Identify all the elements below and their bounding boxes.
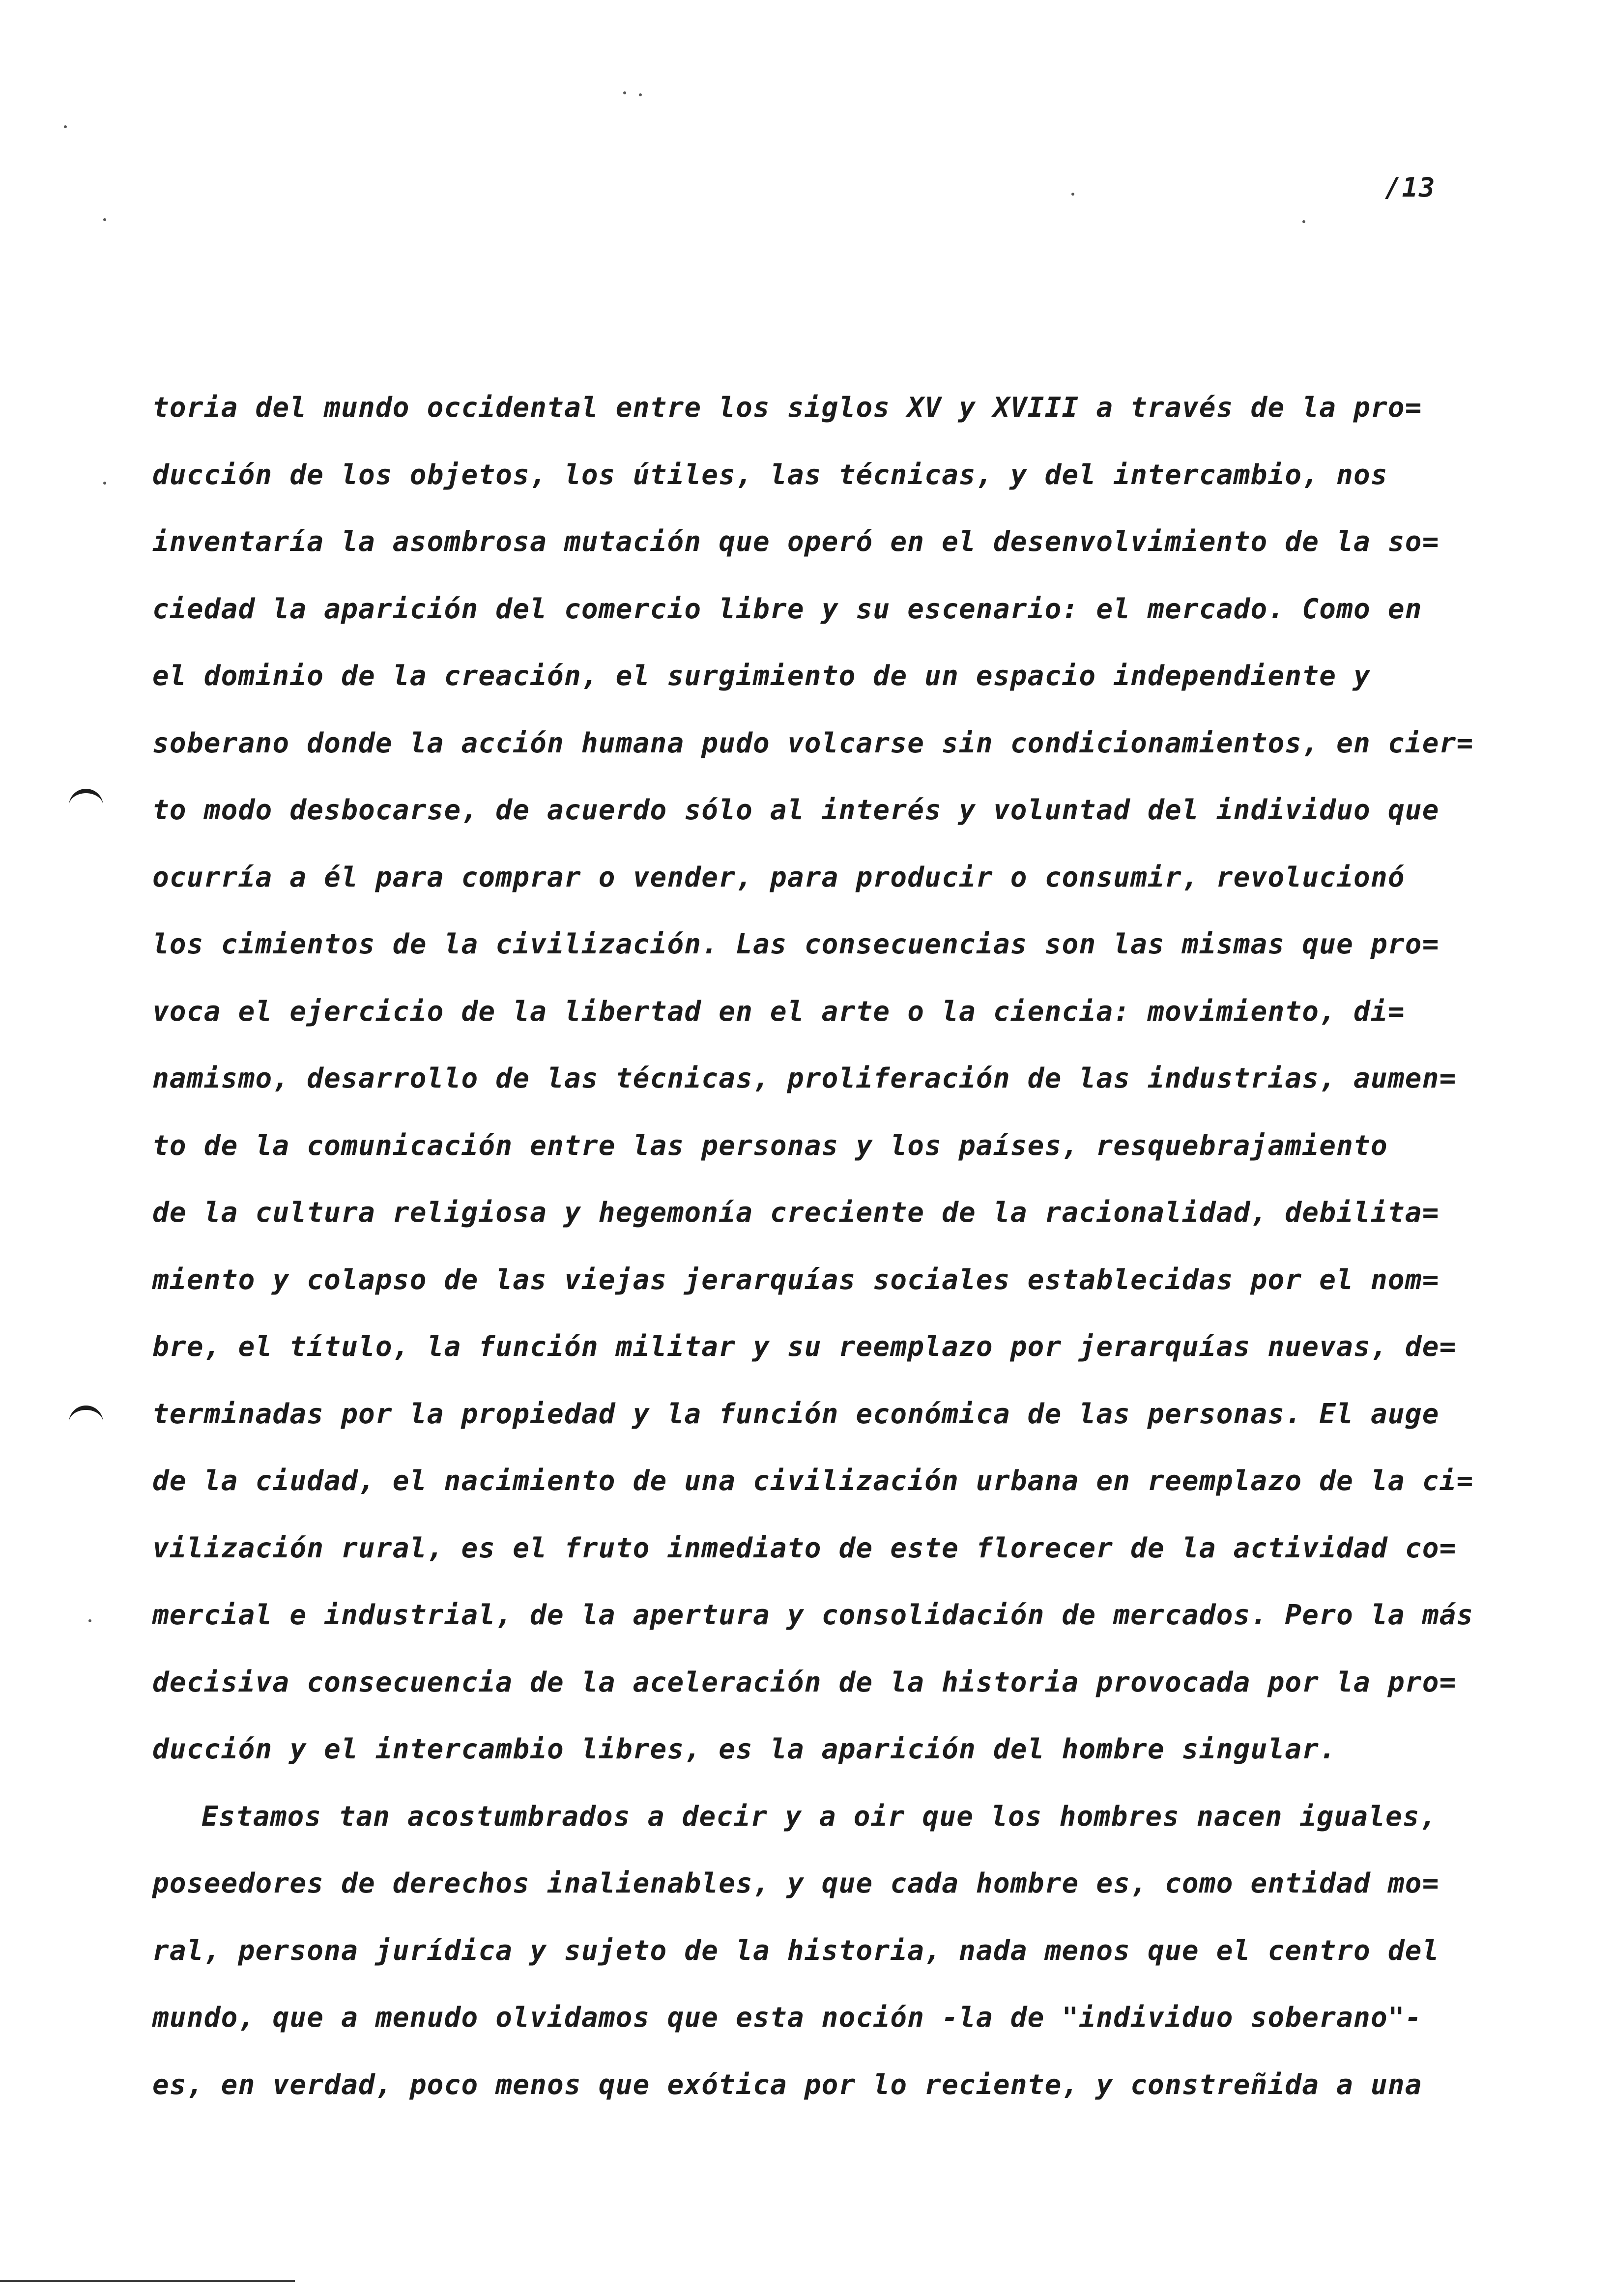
text-line: ducción de los objetos, los útiles, las técnicas, y del intercambio, nos — [152, 459, 1388, 491]
text-line: es, en verdad, poco menos que exótica por lo reciente, y constreñida a una — [152, 2068, 1422, 2101]
scan-speck — [623, 91, 626, 94]
text-line: mundo, que a menudo olvidamos que esta noción -la de "individuo soberano"- — [152, 2002, 1422, 2034]
text-line: voca el ejercicio de la libertad en el arte o la ciencia: movimiento, di= — [152, 995, 1405, 1028]
scan-speck — [1071, 193, 1074, 196]
page-number: /13 — [1385, 172, 1436, 203]
text-line: to de la comunicación entre las personas y los países, resquebrajamiento — [152, 1129, 1388, 1162]
margin-mark — [69, 789, 103, 818]
text-line: to modo desbocarse, de acuerdo sólo al interés y voluntad del individuo que — [152, 794, 1439, 826]
text-line: ral, persona jurídica y sujeto de la historia, nada menos que el centro del — [152, 1934, 1439, 1967]
document-body — [152, 388, 1489, 2132]
text-line: de la ciudad, el nacimiento de una civilización urbana en reemplazo de la ci= — [152, 1465, 1474, 1497]
text-line: toria del mundo occidental entre los siglos XV y XVIII a través de la pro= — [152, 392, 1422, 424]
scan-speck — [103, 218, 106, 221]
paragraph-2 — [152, 1797, 1489, 2133]
text-line: bre, el título, la función militar y su reemplazo por jerarquías nuevas, de= — [152, 1331, 1457, 1363]
margin-mark — [69, 1406, 103, 1435]
paragraph-1 — [152, 388, 1489, 1797]
scan-speck — [64, 125, 67, 128]
text-line: miento y colapso de las viejas jerarquías sociales establecidas por el nom= — [152, 1263, 1439, 1296]
text-line: ducción y el intercambio libres, es la aparición del hombre singular. — [152, 1733, 1337, 1765]
text-line: soberano donde la acción humana pudo volcarse sin condicionamientos, en cier= — [152, 727, 1474, 759]
text-line: Estamos tan acostumbrados a decir y a oir que los hombres nacen iguales, — [202, 1800, 1437, 1833]
text-line: de la cultura religiosa y hegemonía creciente de la racionalidad, debilita= — [152, 1197, 1439, 1229]
text-line: ciedad la aparición del comercio libre y su escenario: el mercado. Como en — [152, 593, 1422, 625]
text-line: ocurría a él para comprar o vender, para producir o consumir, revolucionó — [152, 861, 1405, 893]
text-line: el dominio de la creación, el surgimiento de un espacio independiente y — [152, 660, 1371, 692]
text-line: terminadas por la propiedad y la función económica de las personas. El auge — [152, 1398, 1439, 1430]
scan-speck — [103, 482, 106, 485]
text-line: mercial e industrial, de la apertura y consolidación de mercados. Pero la más — [152, 1599, 1474, 1631]
text-line: los cimientos de la civilización. Las consecuencias son las mismas que pro= — [152, 928, 1439, 960]
footer-rule — [0, 2280, 295, 2282]
scan-speck — [639, 93, 642, 96]
scan-speck — [88, 1619, 91, 1622]
text-line: inventaría la asombrosa mutación que operó en el desenvolvimiento de la so= — [152, 526, 1439, 558]
text-line: decisiva consecuencia de la aceleración de la historia provocada por la pro= — [152, 1666, 1457, 1698]
text-line: namismo, desarrollo de las técnicas, proliferación de las industrias, aumen= — [152, 1062, 1457, 1094]
text-line: poseedores de derechos inalienables, y que cada hombre es, como entidad mo= — [152, 1867, 1439, 1899]
scan-speck — [1302, 220, 1305, 223]
text-line: vilización rural, es el fruto inmediato de este florecer de la actividad co= — [152, 1532, 1457, 1564]
